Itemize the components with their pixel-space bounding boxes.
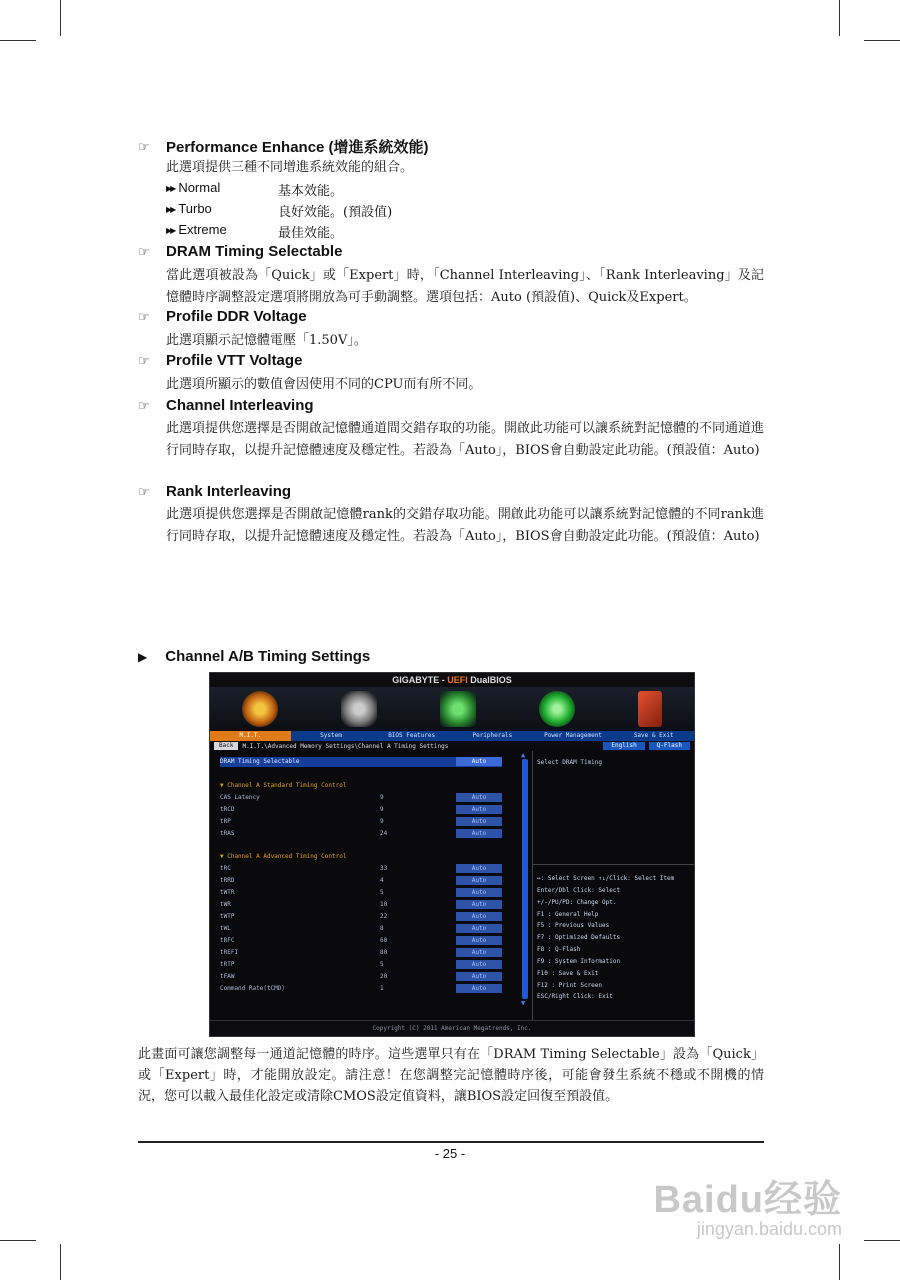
setting-label: tRC (220, 865, 231, 872)
setting-row[interactable] (220, 912, 502, 922)
key-help-line: +/-/PU/PD: Change Opt. (537, 898, 617, 906)
peripherals-icon[interactable] (440, 691, 476, 727)
key-help-list (533, 865, 694, 1011)
setting-row[interactable] (220, 960, 502, 970)
key-help-line: ESC/Right Click: Exit (537, 993, 613, 1001)
language-button[interactable]: English (603, 742, 644, 750)
setting-row[interactable] (220, 817, 502, 827)
pointing-hand-icon: ☞ (138, 483, 150, 499)
setting-label: Command Rate(tCMD) (220, 985, 286, 992)
crop-mark (839, 0, 840, 36)
setting-value: 5 (380, 961, 384, 968)
pointing-hand-icon: ☞ (138, 308, 150, 324)
key-help-line: Enter/Dbl Click: Select (537, 886, 621, 894)
page-number: - 25 - (434, 1146, 466, 1161)
key-help-line: F5 : Previous Values (537, 922, 610, 930)
crop-mark (60, 0, 61, 36)
bios-title: GIGABYTE - UEFI DualBIOS (210, 673, 694, 687)
setting-label: tFAW (220, 973, 235, 980)
setting-row[interactable] (220, 757, 502, 767)
setting-row[interactable] (220, 924, 502, 934)
bios-icon-bar (210, 687, 694, 731)
setting-value: 8 (380, 925, 384, 932)
section-heading: ☞ Rank Interleaving (138, 483, 292, 500)
setting-value: 10 (380, 901, 388, 908)
back-button[interactable]: Back (214, 742, 238, 750)
setting-option-button[interactable]: Auto (456, 912, 502, 921)
group-header (220, 781, 502, 791)
setting-option-button[interactable]: Auto (456, 900, 502, 909)
setting-row[interactable] (220, 984, 502, 994)
crop-mark (864, 40, 900, 41)
bios-copyright: Copyright (C) 2011 American Megatrends, Inc. (210, 1020, 694, 1036)
pointing-hand-icon: ☞ (138, 352, 150, 368)
setting-option-button[interactable]: Auto (456, 924, 502, 933)
settings-panel (216, 751, 532, 1021)
section-heading: ☞ DRAM Timing Selectable (138, 243, 343, 260)
setting-row[interactable] (220, 888, 502, 898)
setting-row[interactable] (220, 829, 502, 839)
crop-mark (0, 40, 36, 41)
crop-mark (0, 1240, 36, 1241)
footnote-text: 此畫面可讓您調整每一通道記憶體的時序。這些選單只有在「DRAM Timing Selectable」設為「Quick」或「Expert」時，才能開放設定。請注意！在您調整完記憶體時序後，可能會發生系統不穩或不開機的情況，您可以載入最佳化設定或清除CMOS設定值資料，讓BIOS設定回復至預設值。 (138, 1047, 764, 1104)
setting-value: 9 (380, 818, 384, 825)
setting-label: tRRD (220, 877, 235, 884)
setting-label: tRAS (220, 830, 235, 837)
setting-value: 33 (380, 865, 388, 872)
tab-bios-features[interactable]: BIOS Features (388, 732, 436, 739)
section-text: 此選項顯示記憶體電壓「1.50V」。 (166, 333, 367, 348)
crop-mark (839, 1244, 840, 1280)
section-text: 此選項提供您選擇是否開啟記憶體通道間交錯存取的功能。開啟此功能可以讓系統對記憶體的不同通道進行同時存取，以提升記憶體速度及穩定性。若設為「Auto」，BIOS會自動設定此功能。(預設值：Auto) (166, 421, 765, 458)
section-heading: ☞ Profile VTT Voltage (138, 352, 303, 369)
setting-option-button[interactable]: Auto (456, 793, 502, 802)
tab-mit[interactable]: M.I.T. (210, 731, 291, 741)
help-panel (532, 751, 694, 1021)
watermark-url: jingyan.baidu.com (696, 1219, 842, 1239)
setting-value: 20 (380, 973, 388, 980)
option-item: ▶▶ Turbo 良好效能。(預設值) (166, 201, 392, 220)
key-help-line: F8 : Q-Flash (537, 946, 581, 954)
pointing-hand-icon: ☞ (138, 243, 150, 259)
setting-option-button[interactable]: Auto (456, 936, 502, 945)
bios-screenshot (209, 672, 695, 1037)
bios-tabs (210, 731, 694, 741)
setting-option-button[interactable]: Auto (456, 829, 502, 838)
key-help-line: ↔: Select Screen ↑↓/Click: Select Item (537, 875, 675, 882)
setting-label: tRTP (220, 961, 235, 968)
setting-value: 80 (380, 949, 388, 956)
setting-label: tRFC (220, 937, 235, 944)
setting-row[interactable] (220, 900, 502, 910)
scrollbar[interactable] (522, 759, 528, 999)
setting-label: CAS Latency (220, 794, 260, 801)
setting-option-button[interactable]: Auto (456, 972, 502, 981)
setting-label: tWL (220, 925, 231, 932)
section-text: 當此選項被設為「Quick」或「Expert」時，「Channel Interleaving」、「Rank Interleaving」及記憶體時序調整設定選項將開放為可手動調整。選項包括：Auto (預設值)、Quick及Expert。 (166, 268, 764, 305)
tab-power-management[interactable]: Power Management (544, 732, 602, 739)
help-description: Select DRAM Timing (533, 751, 694, 865)
setting-label: tRP (220, 818, 231, 825)
setting-label: tREFI (220, 949, 239, 956)
setting-option-button[interactable]: Auto (456, 888, 502, 897)
setting-option-button[interactable]: Auto (456, 960, 502, 969)
speedometer-icon[interactable] (242, 691, 278, 727)
setting-value: 1 (380, 985, 384, 992)
group-header (220, 852, 502, 862)
key-help-line: F7 : Optimized Defaults (537, 934, 621, 942)
setting-row[interactable] (220, 972, 502, 982)
setting-label: tWTR (220, 889, 235, 896)
setting-value: 60 (380, 937, 388, 944)
setting-label: ▼ Channel A Advanced Timing Control (220, 853, 347, 860)
section-heading: ☞ Profile DDR Voltage (138, 308, 307, 325)
key-help-line: F12 : Print Screen (537, 981, 603, 989)
qflash-button[interactable]: Q-Flash (649, 742, 690, 750)
setting-row[interactable] (220, 936, 502, 946)
setting-option-button[interactable]: Auto (456, 757, 502, 766)
section-text: 此選項提供您選擇是否開啟記憶體rank的交錯存取功能。開啟此功能可以讓系統對記憶體的不同rank進行同時存取，以提升記憶體速度及穩定性。若設為「Auto」，BIOS會自動設定此功能。(預設值：Auto) (166, 507, 764, 544)
setting-option-button[interactable]: Auto (456, 817, 502, 826)
setting-value: 5 (380, 889, 384, 896)
gear-icon[interactable] (341, 691, 377, 727)
tab-system[interactable]: System (320, 732, 342, 739)
setting-value: 24 (380, 830, 388, 837)
setting-row[interactable] (220, 876, 502, 886)
setting-value: 9 (380, 794, 384, 801)
pointing-hand-icon: ☞ (138, 397, 150, 413)
section-heading: ☞ Channel Interleaving (138, 397, 314, 414)
watermark (653, 1168, 842, 1240)
option-item: ▶▶ Normal 基本效能。 (166, 180, 343, 199)
option-item: ▶▶ Extreme 最佳效能。 (166, 222, 343, 241)
setting-value: 22 (380, 913, 388, 920)
section-heading: ☞ Performance Enhance (增進系統效能) (138, 138, 429, 156)
bios-path-bar (210, 741, 694, 751)
setting-row[interactable] (220, 864, 502, 874)
setting-row[interactable] (220, 948, 502, 958)
triangle-bullet-icon: ▶ (138, 649, 148, 664)
subsection-heading: ▶ Channel A/B Timing Settings (138, 648, 371, 665)
key-help-line: F9 : System Information (537, 957, 621, 965)
section-text: 此選項所顯示的數值會因使用不同的CPU而有所不同。 (166, 377, 482, 392)
divider (138, 1141, 764, 1143)
breadcrumb: M.I.T.\Advanced Memory Settings\Channel A Timing Settings (242, 742, 449, 750)
setting-option-button[interactable]: Auto (456, 948, 502, 957)
tab-peripherals[interactable]: Peripherals (472, 732, 513, 739)
setting-value: 9 (380, 806, 384, 813)
setting-label: DRAM Timing Selectable (220, 758, 300, 765)
watermark-brand: Baidu经验 (653, 1179, 842, 1221)
key-help-line: F10 : Save & Exit (537, 969, 599, 977)
tab-save-exit[interactable]: Save & Exit (633, 732, 674, 739)
setting-option-button[interactable]: Auto (456, 984, 502, 993)
setting-label: tRCD (220, 806, 235, 813)
crop-mark (864, 1240, 900, 1241)
setting-option-button[interactable]: Auto (456, 876, 502, 885)
crop-mark (60, 1244, 61, 1280)
pointing-hand-icon: ☞ (138, 138, 150, 154)
section-text: 此選項提供三種不同增進系統效能的組合。 (166, 160, 414, 175)
setting-row[interactable] (220, 805, 502, 815)
setting-label: ▼ Channel A Standard Timing Control (220, 782, 347, 789)
exit-door-icon[interactable] (638, 691, 662, 727)
setting-option-button[interactable]: Auto (456, 805, 502, 814)
setting-option-button[interactable]: Auto (456, 864, 502, 873)
setting-value: 4 (380, 877, 384, 884)
setting-label: tWTP (220, 913, 235, 920)
setting-label: tWR (220, 901, 231, 908)
setting-row[interactable] (220, 793, 502, 803)
key-help-line: F1 : General Help (537, 910, 599, 918)
power-icon[interactable] (539, 691, 575, 727)
